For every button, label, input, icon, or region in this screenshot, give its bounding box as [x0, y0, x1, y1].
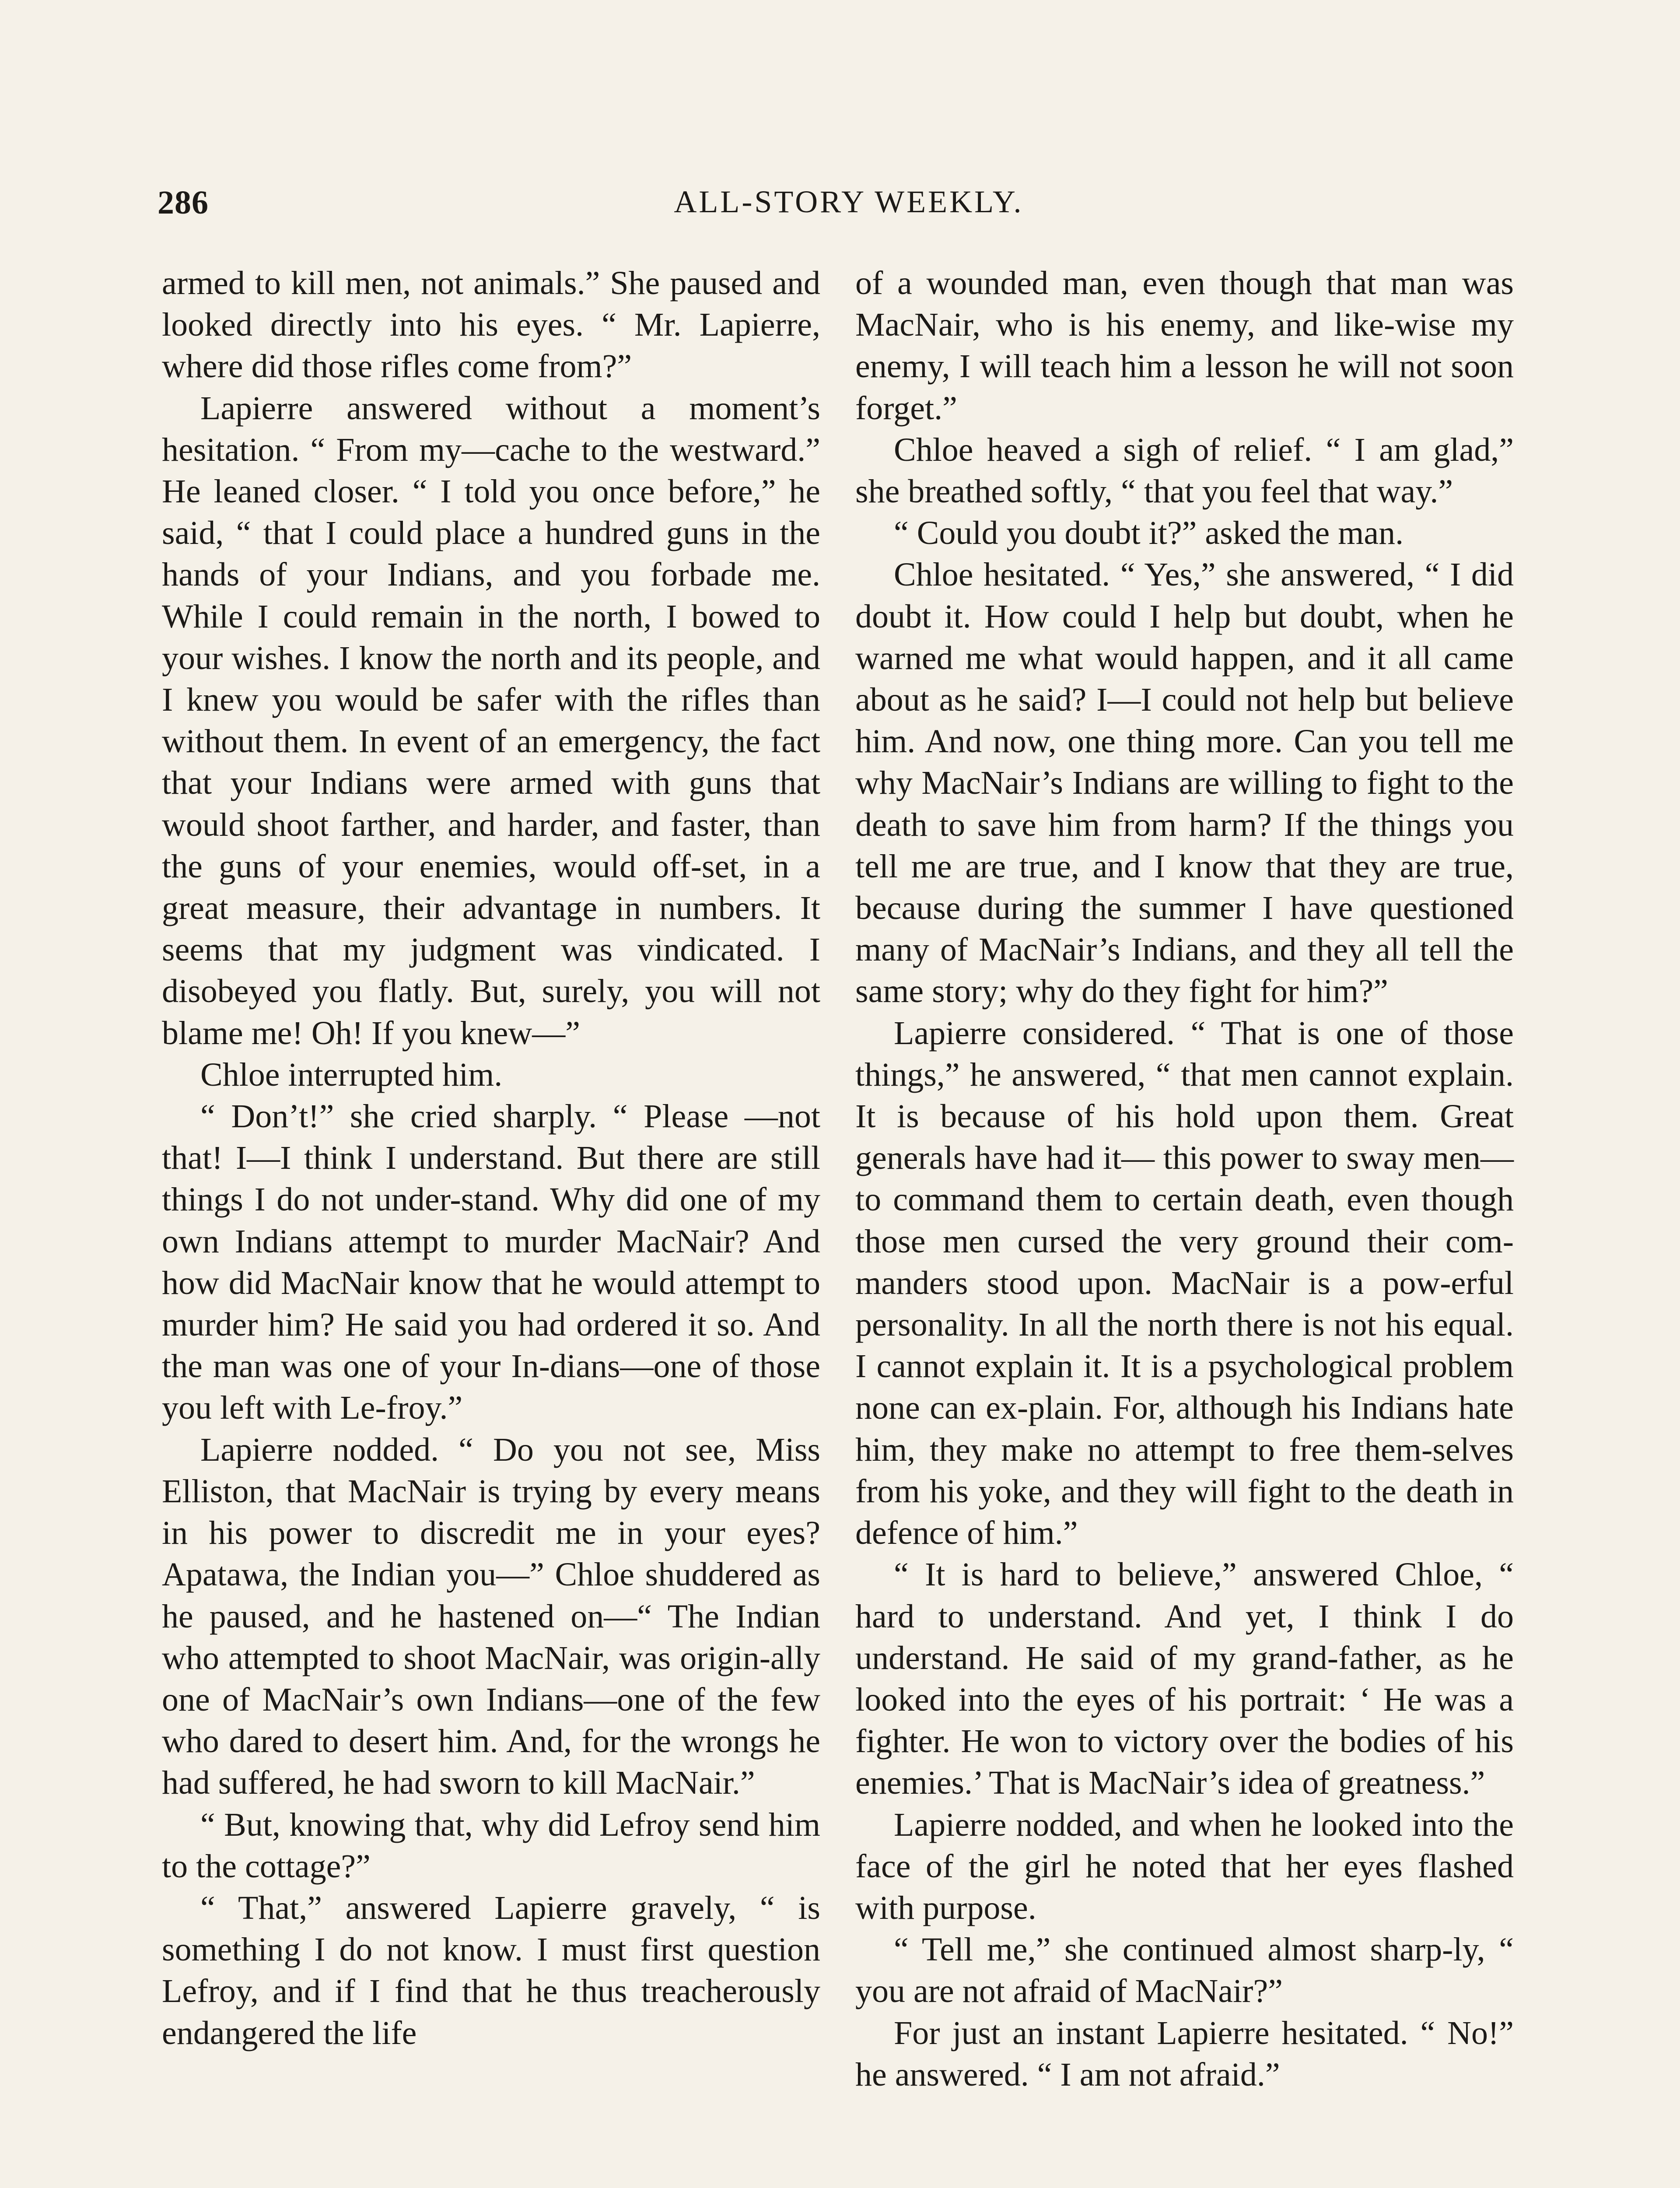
- paragraph: Lapierre considered. “ That is one of those things,” he answered, “ that men cannot explain. It is because of his hold upon them. Great generals have had it— this power to sway men—to command them to certain death, even though those men cursed the very ground their com-manders stood upon. MacNair is a pow-erful personality. In all the north there is not his equal. I cannot explain it. It is a psychological problem none can ex-plain. For, although his Indians hate him, they make no attempt to free them-selves from his yoke, and they will fight to the death in defence of him.”: [855, 1014, 1514, 1552]
- paragraph: “ That,” answered Lapierre gravely, “ is something I do not know. I must first question Lefroy, and if I find that he thus treacherously endangered the life: [162, 1889, 820, 2051]
- paragraph: Chloe interrupted him.: [200, 1056, 503, 1093]
- running-head: ALL-STORY WEEKLY.: [674, 184, 1024, 219]
- paragraph: For just an instant Lapierre hesitated. “ No!” he answered. “ I am not afraid.”: [855, 2014, 1514, 2093]
- left-column: [162, 263, 820, 2054]
- paragraph: Lapierre nodded. “ Do you not see, Miss Elliston, that MacNair is trying by every means in his power to discredit me in your eyes? Apatawa, the Indian you—” Chloe shuddered as he paused, and he hastened on—“ The Indian who attempted to shoot MacNair, was origin-ally one of MacNair’s own Indians—one of the few who dared to desert him. And, for the wrongs he had suffered, he had sworn to kill MacNair.”: [162, 1431, 820, 1802]
- paragraph: Chloe heaved a sigh of relief. “ I am glad,” she breathed softly, “ that you feel that way.”: [855, 431, 1514, 510]
- paragraph: “ Don’t!” she cried sharply. “ Please —not that! I—I think I understand. But there are still things I do not under-stand. Why did one of my own Indians attempt to murder MacNair? And how did MacNair know that he would attempt to murder him? He said you had ordered it so. And the man was one of your In-dians—one of those you left with Le-froy.”: [162, 1098, 820, 1427]
- right-column: [855, 263, 1514, 2096]
- paragraph: armed to kill men, not animals.” She paused and looked directly into his eyes. “ Mr. Lapierre, where did those rifles come from?”: [162, 265, 820, 385]
- paragraph: “ Could you doubt it?” asked the man.: [894, 515, 1404, 552]
- paragraph: “ But, knowing that, why did Lefroy send him to the cottage?”: [162, 1806, 820, 1885]
- paragraph: Lapierre nodded, and when he looked into the face of the girl he noted that her eyes flashed with purpose.: [855, 1806, 1514, 1926]
- paragraph: “ It is hard to believe,” answered Chloe, “ hard to understand. And yet, I think I do understand. He said of my grand-father, as he looked into the eyes of his portrait: ‘ He was a fighter. He won to victory over the bodies of his enemies.’ That is MacNair’s idea of greatness.”: [855, 1556, 1514, 1802]
- paragraph: Lapierre answered without a moment’s hesitation. “ From my—cache to the westward.” He leaned closer. “ I told you once before,” he said, “ that I could place a hundred guns in the hands of your Indians, and you forbade me. While I could remain in the north, I bowed to your wishes. I know the north and its people, and I knew you would be safer with the rifles than without them. In event of an emergency, the fact that your Indians were armed with guns that would shoot farther, and harder, and faster, than the guns of your enemies, would off-set, in a great measure, their advantage in numbers. It seems that my judgment was vindicated. I disobeyed you flatly. But, surely, you will not blame me! Oh! If you knew—”: [162, 389, 820, 1052]
- paragraph: Chloe hesitated. “ Yes,” she answered, “ I did doubt it. How could I help but doubt, when he warned me what would happen, and it all came about as he said? I—I could not help but believe him. And now, one thing more. Can you tell me why MacNair’s Indians are willing to fight to the death to save him from harm? If the things you tell me are true, and I know that they are true, because during the summer I have questioned many of MacNair’s Indians, and they all tell the same story; why do they fight for him?”: [855, 556, 1514, 1010]
- paragraph: of a wounded man, even though that man was MacNair, who is his enemy, and like-wise my enemy, I will teach him a lesson he will not soon forget.”: [855, 265, 1514, 427]
- page-header: [158, 184, 1540, 236]
- paragraph: “ Tell me,” she continued almost sharp-ly, “ you are not afraid of MacNair?”: [855, 1931, 1514, 2010]
- page-number: 286: [158, 184, 209, 221]
